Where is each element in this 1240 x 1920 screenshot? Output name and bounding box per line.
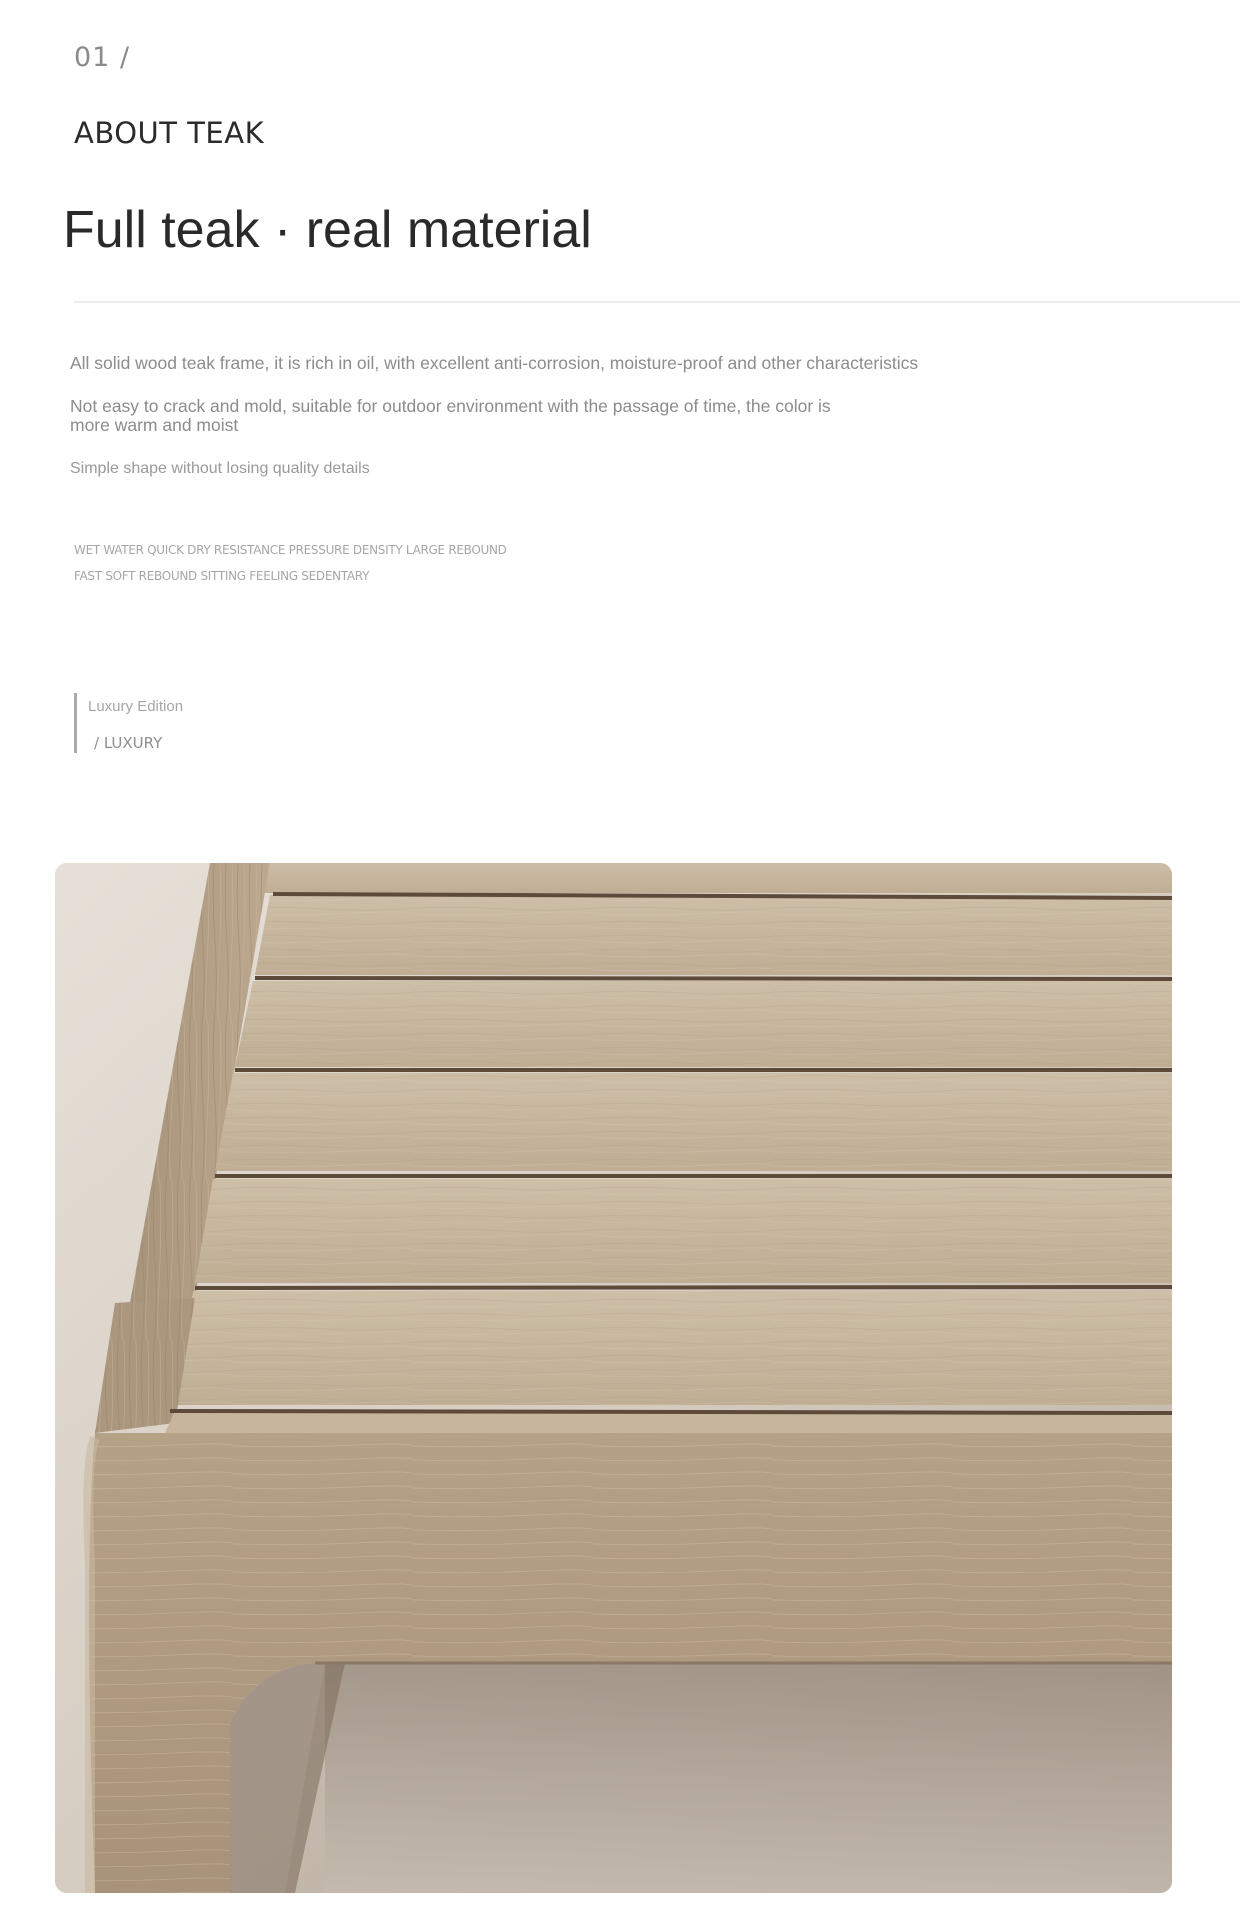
section-number: 01 / [74,42,131,73]
product-photo [55,863,1172,1893]
description-line-2: Not easy to crack and mold, suitable for outdoor environment with the passage of time, the color is more warm and moist [70,396,831,435]
description-line-3: Simple shape without losing quality details [70,460,370,477]
edition-accent-bar [74,693,77,753]
section-title: ABOUT TEAK [74,116,265,150]
teak-table-illustration [55,863,1172,1893]
features-line-1: WET WATER QUICK DRY RESISTANCE PRESSURE DENSITY LARGE REBOUND [74,543,507,557]
description-line-1: All solid wood teak frame, it is rich in oil, with excellent anti-corrosion, moisture-proof and other characteristics [70,353,919,373]
edition-tag: / LUXURY [94,734,163,752]
edition-label: Luxury Edition [88,698,184,715]
divider [74,301,1240,303]
features-line-2: FAST SOFT REBOUND SITTING FEELING SEDENTARY [74,569,370,583]
page-headline: Full teak · real material [63,201,592,259]
